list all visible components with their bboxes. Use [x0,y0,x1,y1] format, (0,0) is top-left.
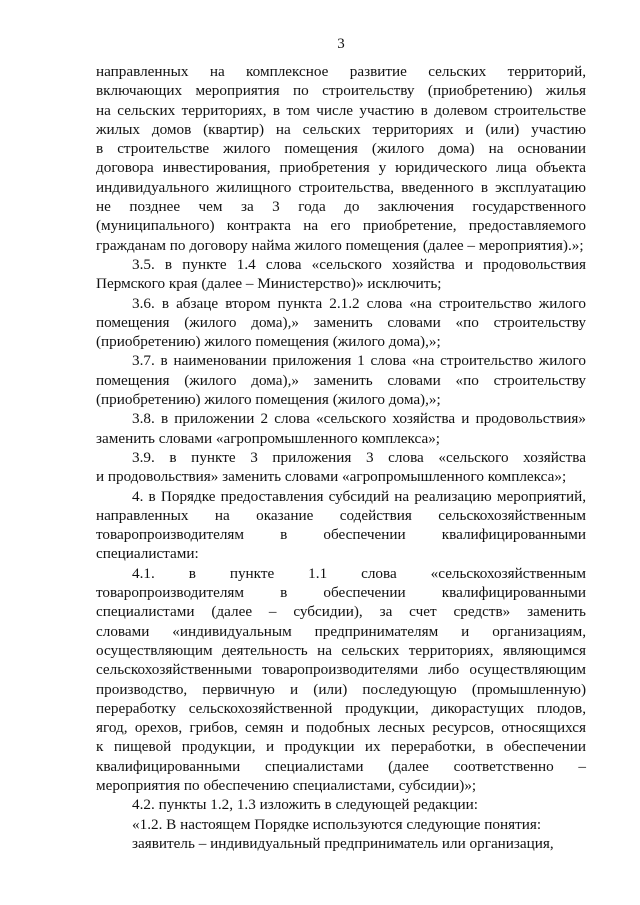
text-line: 3.5. в пункте 1.4 слова «сельского хозяйства и продовольствия [132,255,586,273]
text-line: помещения (жилого дома),» заменить словами «по строительству [96,313,586,331]
text-line: осуществляющим деятельность на сельских территориях, являющимся [96,641,586,659]
text-line: гражданам по договору найма жилого помещения (далее – мероприятия).»; [96,236,584,254]
text-line: индивидуального жилищного строительства, введенного в эксплуатацию [96,178,586,196]
page-number: 3 [337,36,345,52]
text-line: квалифицированными специалистами (далее соответственно – [96,757,586,775]
text-line: производство, первичную и (или) последующую (промышленную) [96,680,586,698]
text-line: 4.1. в пункте 1.1 слова «сельскохозяйственным [132,564,586,582]
text-line: на сельских территориях, в том числе участию в долевом строительстве [96,101,586,119]
paragraph-p11 [96,834,586,853]
text-line: жилых домов (квартир) на сельских территориях и (или) участию [96,120,586,138]
text-line: к пищевой продукции, и продукции их переработки, в обеспечении [96,738,586,756]
document-body [96,62,586,853]
paragraph-p4 [96,351,586,409]
text-line: товаропроизводителям в обеспечении квалифицированными [96,526,586,544]
text-line: ягод, орехов, грибов, семян и подобных лесных ресурсов, относящихся [96,719,586,737]
paragraph-p7 [96,487,586,564]
text-line: заявитель – индивидуальный предприниматель или организация, [132,834,554,852]
text-line: мероприятия по обеспечению специалистами, субсидии)»; [96,776,477,794]
text-line: помещения (жилого дома),» заменить словами «по строительству [96,371,586,389]
text-line: договора инвестирования, приобретения у юридического лица объекта [96,159,586,177]
text-line: Пермского края (далее – Министерство)» исключить; [96,275,442,293]
text-line: словами «индивидуальным предпринимателям и организациям, [96,622,586,640]
paragraph-p1 [96,62,586,255]
text-line: заменить словами «агропромышленного комплекса»; [96,429,441,447]
text-line: направленных на оказание содействия сельскохозяйственным [96,506,586,524]
paragraph-p9 [96,795,586,814]
text-line: переработку сельскохозяйственной продукции, дикорастущих плодов, [96,699,586,717]
text-line: 3.8. в приложении 2 слова «сельского хозяйства и продовольствия» [132,410,586,428]
text-line: 3.6. в абзаце втором пункта 2.1.2 слова «на строительство жилого [132,294,586,312]
paragraph-p3 [96,294,586,352]
paragraph-p6 [96,448,586,487]
paragraph-p5 [96,409,586,448]
paragraph-p2 [96,255,586,294]
text-line: 3.9. в пункте 3 приложения 3 слова «сельского хозяйства [132,448,586,466]
text-line: специалистами: [96,545,199,563]
paragraph-p8 [96,564,586,796]
text-line: (муниципального) контракта на его приобретение, предоставляемого [96,217,586,235]
paragraph-p10 [96,815,586,834]
text-line: направленных на комплексное развитие сельских территорий, [96,63,586,80]
text-line: не позднее чем за 3 года до заключения государственного [96,198,586,216]
text-line: 3.7. в наименовании приложения 1 слова «на строительство жилого [132,352,586,370]
text-line: (приобретению) жилого помещения (жилого дома),»; [96,333,441,351]
text-line: «1.2. В настоящем Порядке используются следующие понятия: [132,815,542,833]
text-line: сельскохозяйственными товаропроизводителями либо осуществляющим [96,661,586,679]
text-line: (приобретению) жилого помещения (жилого дома),»; [96,391,441,409]
text-line: товаропроизводителям в обеспечении квалифицированными [96,584,586,602]
text-line: и продовольствия» заменить словами «агропромышленного комплекса»; [96,468,567,486]
text-line: специалистами (далее – субсидии), за счет средств» заменить [96,603,586,621]
text-line: 4.2. пункты 1.2, 1.3 изложить в следующей редакции: [132,796,478,814]
text-line: 4. в Порядке предоставления субсидий на реализацию мероприятий, [132,487,586,505]
text-line: включающих мероприятия по строительству (приобретению) жилья [96,82,586,100]
text-line: в строительстве жилого помещения (жилого дома) на основании [96,140,586,158]
